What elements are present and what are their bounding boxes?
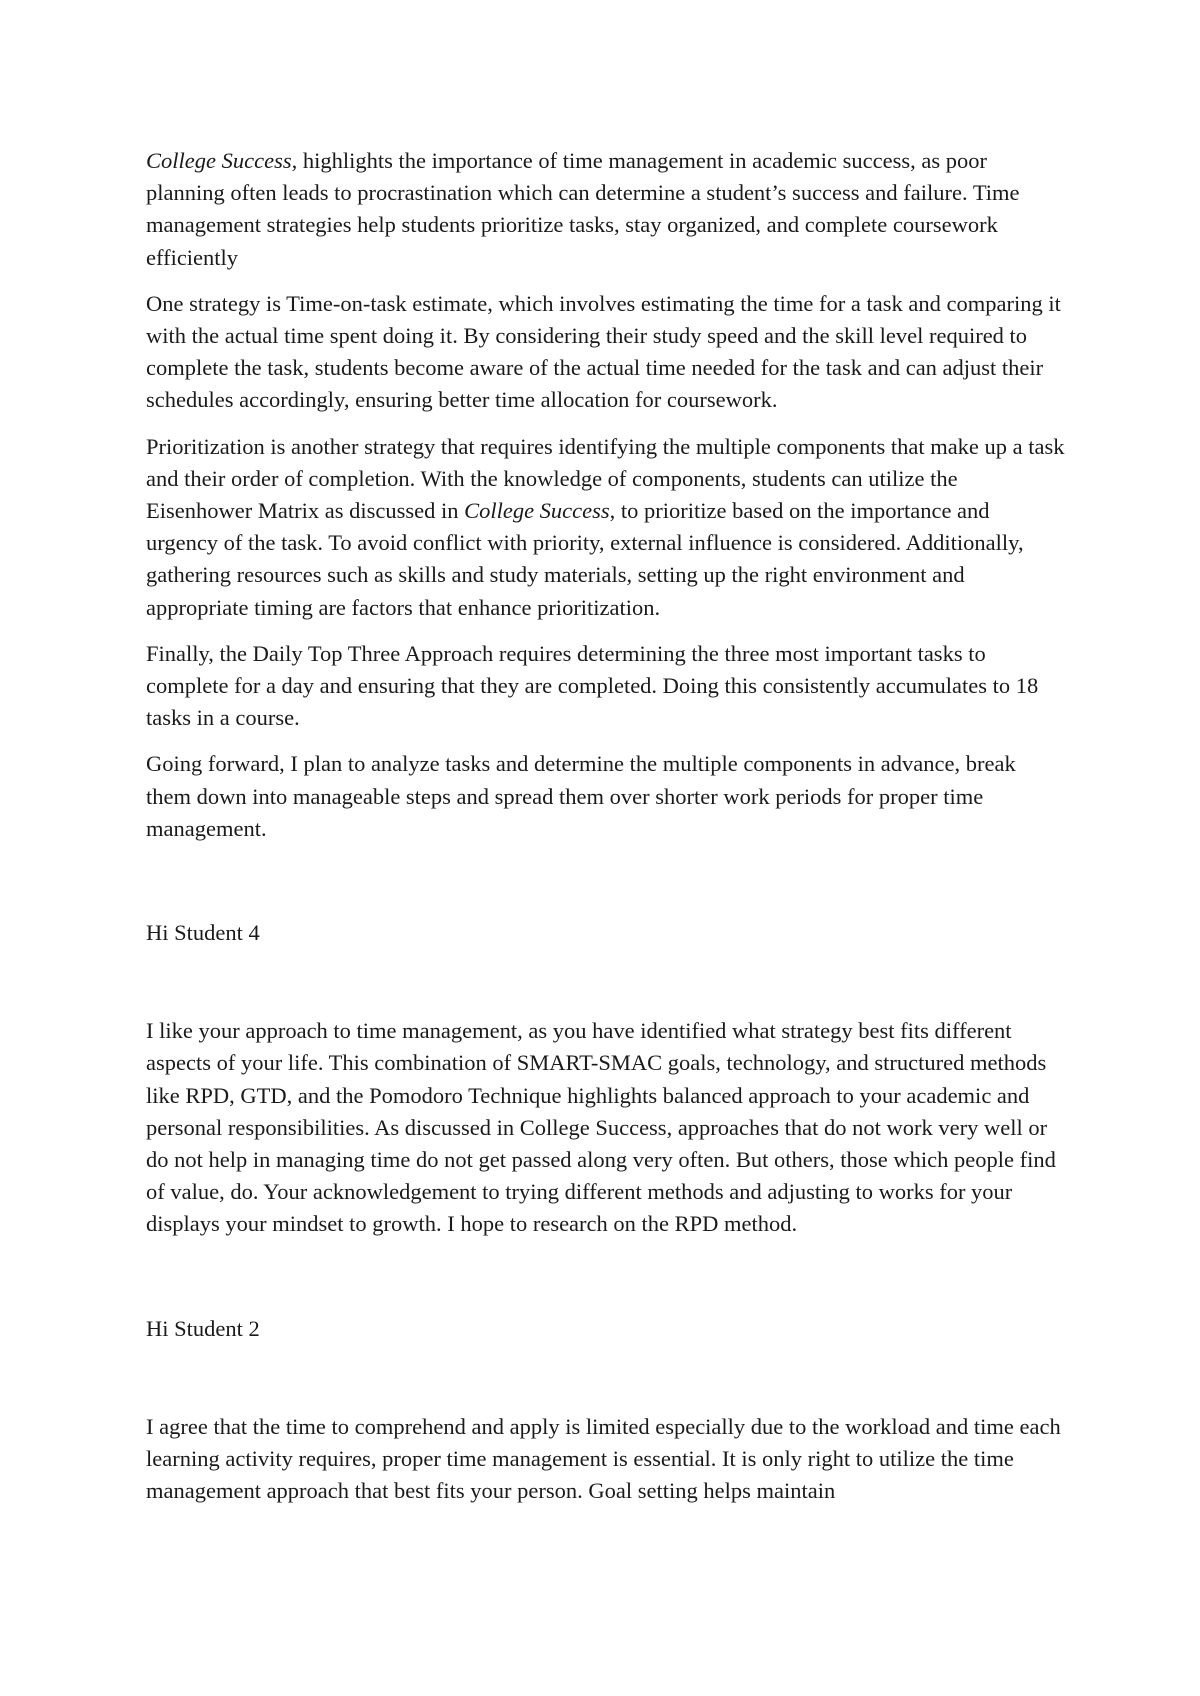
spacer bbox=[146, 1255, 1066, 1313]
going-forward-paragraph: Going forward, I plan to analyze tasks and determine the multiple components in advance, break them down into manageable steps and spread them over shorter work periods for proper time management. bbox=[146, 751, 1016, 841]
greeting-student-4: Hi Student 4 bbox=[146, 920, 260, 946]
reply-student-4-paragraph: I like your approach to time management, as you have identified what strategy best fits different aspects of your life. This combination of SMART-SMAC goals, technology, and structured methods like RPD, GTD, and the Pomodoro Technique highlights balanced approach to your academic and personal responsibilities. As discussed in College Success, approaches that do not work very well or do not help in managing time do not get passed along very often. But others, those which people find of value, do. Your acknowledgement to trying different methods and adjusting to works for your displays your mindset to growth. I hope to research on the RPD method. bbox=[146, 1018, 1056, 1237]
strategy-time-on-task-paragraph: One strategy is Time-on-task estimate, which involves estimating the time for a task and comparing it with the actual time spent doing it. By considering their study speed and the skill level required to complete the task, students become aware of the actual time needed for the task and can adjust their schedules accordingly, ensuring better time allocation for coursework. bbox=[146, 290, 1061, 413]
book-title-italic: College Success, bbox=[146, 148, 298, 173]
spacer bbox=[146, 1345, 1066, 1411]
intro-text: highlights the importance of time management in academic success, as poor planning often leads to procrastination which can determine a student’s success and failure. Time management strategies help students prioritize tasks, stay organized, and complete coursework efficiently bbox=[146, 148, 1020, 270]
top-three-paragraph: Finally, the Daily Top Three Approach requires determining the three most important tasks to complete for a day and ensuring that they are completed. Doing this consistently accumulates to 18 tasks in a course. bbox=[146, 640, 1039, 731]
prioritization-text-part1: Prioritization is another strategy that requires identifying the multiple components that make up a task and their order of completion. With the knowledge of components, students can utilize the Eisenhower Matrix as discussed in bbox=[146, 433, 1065, 524]
intro-paragraph bbox=[146, 145, 1066, 274]
prioritization-paragraph bbox=[146, 431, 1066, 624]
spacer bbox=[146, 859, 1066, 917]
greeting-student-2: Hi Student 2 bbox=[146, 1315, 260, 1341]
spacer bbox=[146, 949, 1066, 1015]
book-title-italic: College Success bbox=[464, 498, 610, 524]
document-page bbox=[146, 145, 1066, 1522]
prioritization-text-part2: , to prioritize based on the importance and urgency of the task. To avoid conflict with priority, external influence is considered. Additionally, gathering resources such as skills and study materials, setting up the right environment and appropriate timing are factors that enhance prioritization. bbox=[146, 498, 1024, 620]
reply-student-2-paragraph: I agree that the time to comprehend and apply is limited especially due to the workload and time each learning activity requires, proper time management is essential. It is only right to utilize the time management approach that best fits your person. Goal setting helps maintain bbox=[146, 1413, 1061, 1504]
